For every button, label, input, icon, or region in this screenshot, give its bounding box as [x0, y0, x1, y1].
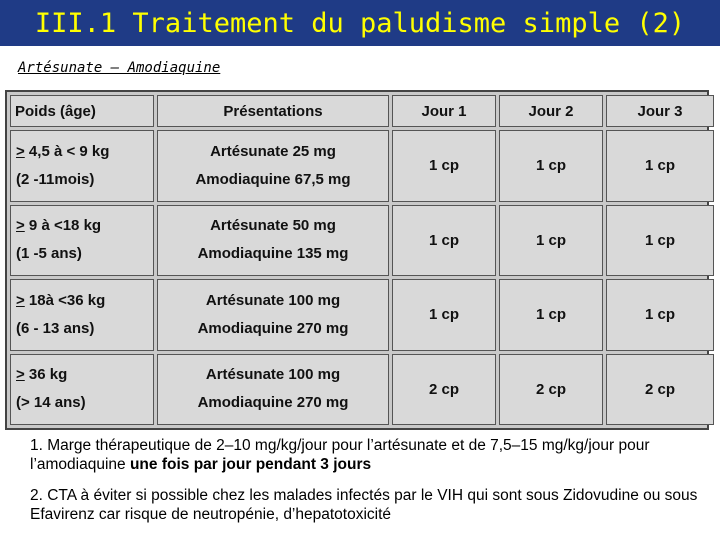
header-presentations: Présentations [157, 95, 389, 127]
day-1-dose: 2 cp [392, 354, 496, 426]
ge-symbol: > [16, 366, 25, 384]
day-3-dose: 1 cp [606, 130, 714, 202]
presentation-cell [157, 279, 389, 351]
table-row [10, 205, 714, 277]
age-range: (> 14 ans) [16, 394, 86, 412]
artesunate-dose: Artésunate 100 mg [205, 291, 341, 309]
day-1-dose: 1 cp [392, 130, 496, 202]
artesunate-dose: Artésunate 100 mg [205, 366, 341, 384]
weight-range: 18à <36 kg [24, 291, 106, 309]
title-bar [0, 0, 720, 46]
day-2-dose: 1 cp [499, 205, 603, 277]
table-row [10, 130, 714, 202]
table-row [10, 279, 714, 351]
day-1-dose: 1 cp [392, 205, 496, 277]
ge-symbol: > [16, 291, 25, 309]
table-row [10, 354, 714, 426]
header-jour-1: Jour 1 [392, 95, 496, 127]
age-range: (1 -5 ans) [16, 245, 82, 263]
weight-range: 4,5 à < 9 kg [24, 142, 110, 160]
day-3-dose: 2 cp [606, 354, 714, 426]
note-1 [30, 436, 710, 474]
day-2-dose: 1 cp [499, 130, 603, 202]
day-1-dose: 1 cp [392, 279, 496, 351]
section-subtitle: Artésunate – Amodiaquine [18, 60, 221, 76]
notes-section [30, 436, 710, 536]
ge-symbol: > [16, 142, 25, 160]
dosage-table [7, 92, 717, 428]
amodiaquine-dose: Amodiaquine 135 mg [197, 245, 349, 263]
table-header-row [10, 95, 714, 127]
note-2: 2. CTA à éviter si possible chez les malades infectés par le VIH qui sont sous Zidovudine ou sous Efavirenz car risque de neutropénie, d’hepatotoxicité [30, 487, 698, 523]
day-2-dose: 2 cp [499, 354, 603, 426]
note-1-text: 1. Marge thérapeutique de 2–10 mg/kg/jour pour l’artésunate et de 7,5–15 mg/kg/jour pour l’amodiaquine [30, 437, 650, 473]
amodiaquine-dose: Amodiaquine 270 mg [197, 319, 349, 337]
note-1-emphasis: une fois par jour pendant 3 jours [129, 456, 372, 473]
page-title: III.1 Traitement du paludisme simple (2) [34, 7, 686, 39]
artesunate-dose: Artésunate 25 mg [210, 142, 336, 160]
amodiaquine-dose: Amodiaquine 270 mg [197, 394, 349, 412]
age-range: (2 -11mois) [16, 170, 95, 188]
artesunate-dose: Artésunate 50 mg [210, 217, 336, 235]
header-jour-2: Jour 2 [499, 95, 603, 127]
ge-symbol: > [16, 217, 25, 235]
presentation-cell [157, 130, 389, 202]
amodiaquine-dose: Amodiaquine 67,5 mg [195, 170, 351, 188]
presentation-cell [157, 205, 389, 277]
weight-cell [10, 130, 154, 202]
weight-range: 9 à <18 kg [24, 217, 102, 235]
weight-cell [10, 354, 154, 426]
dosage-table-container [5, 90, 709, 430]
age-range: (6 - 13 ans) [16, 319, 95, 337]
day-2-dose: 1 cp [499, 279, 603, 351]
weight-range: 36 kg [24, 366, 68, 384]
day-3-dose: 1 cp [606, 279, 714, 351]
weight-cell [10, 205, 154, 277]
header-poids: Poids (âge) [10, 95, 154, 127]
presentation-cell [157, 354, 389, 426]
header-jour-3: Jour 3 [606, 95, 714, 127]
day-3-dose: 1 cp [606, 205, 714, 277]
weight-cell [10, 279, 154, 351]
